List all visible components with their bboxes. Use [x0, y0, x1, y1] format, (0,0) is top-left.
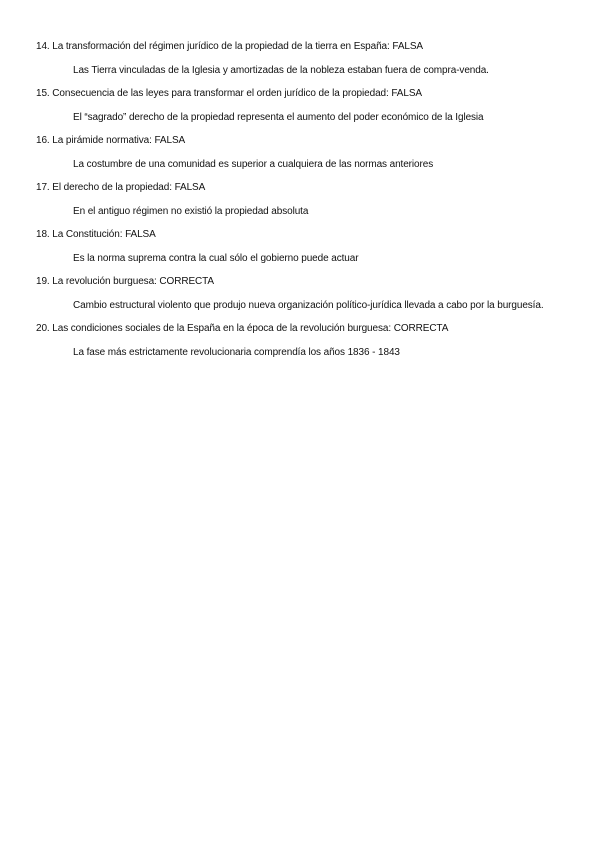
answer-text: Es la norma suprema contra la cual sólo el gobierno puede actuar: [73, 253, 359, 264]
question-text: 15. Consecuencia de las leyes para transformar el orden jurídico de la propiedad: FALSA: [36, 88, 422, 99]
list-item-19: [36, 276, 566, 311]
list-item-18: [36, 229, 566, 264]
question-text: 17. El derecho de la propiedad: FALSA: [36, 182, 206, 193]
list-item-20: [36, 323, 566, 358]
question-text: 20. Las condiciones sociales de la España en la época de la revolución burguesa: CORRECTA: [36, 323, 449, 334]
question-text: 16. La pirámide normativa: FALSA: [36, 135, 186, 146]
question-list: [36, 41, 566, 358]
list-item-15: [36, 88, 566, 123]
answer-text: Las Tierra vinculadas de la Iglesia y amortizadas de la nobleza estaban fuera de compra-venda.: [73, 65, 489, 76]
list-item-16: [36, 135, 566, 170]
answer-text: La fase más estrictamente revolucionaria comprendía los años 1836 - 1843: [73, 347, 400, 358]
answer-text: El “sagrado” derecho de la propiedad representa el aumento del poder económico de la Iglesia: [73, 112, 484, 123]
answer-text: La costumbre de una comunidad es superior a cualquiera de las normas anteriores: [73, 159, 434, 170]
question-text: 18. La Constitución: FALSA: [36, 229, 156, 240]
answer-text: Cambio estructural violento que produjo nueva organización político-jurídica llevada a cabo por la burguesía.: [73, 300, 544, 311]
question-text: 19. La revolución burguesa: CORRECTA: [36, 276, 214, 287]
list-item-17: [36, 182, 566, 217]
list-item-14: [36, 41, 566, 76]
question-text: 14. La transformación del régimen jurídico de la propiedad de la tierra en España: FALSA: [36, 41, 423, 52]
answer-text: En el antiguo régimen no existió la propiedad absoluta: [73, 206, 309, 217]
